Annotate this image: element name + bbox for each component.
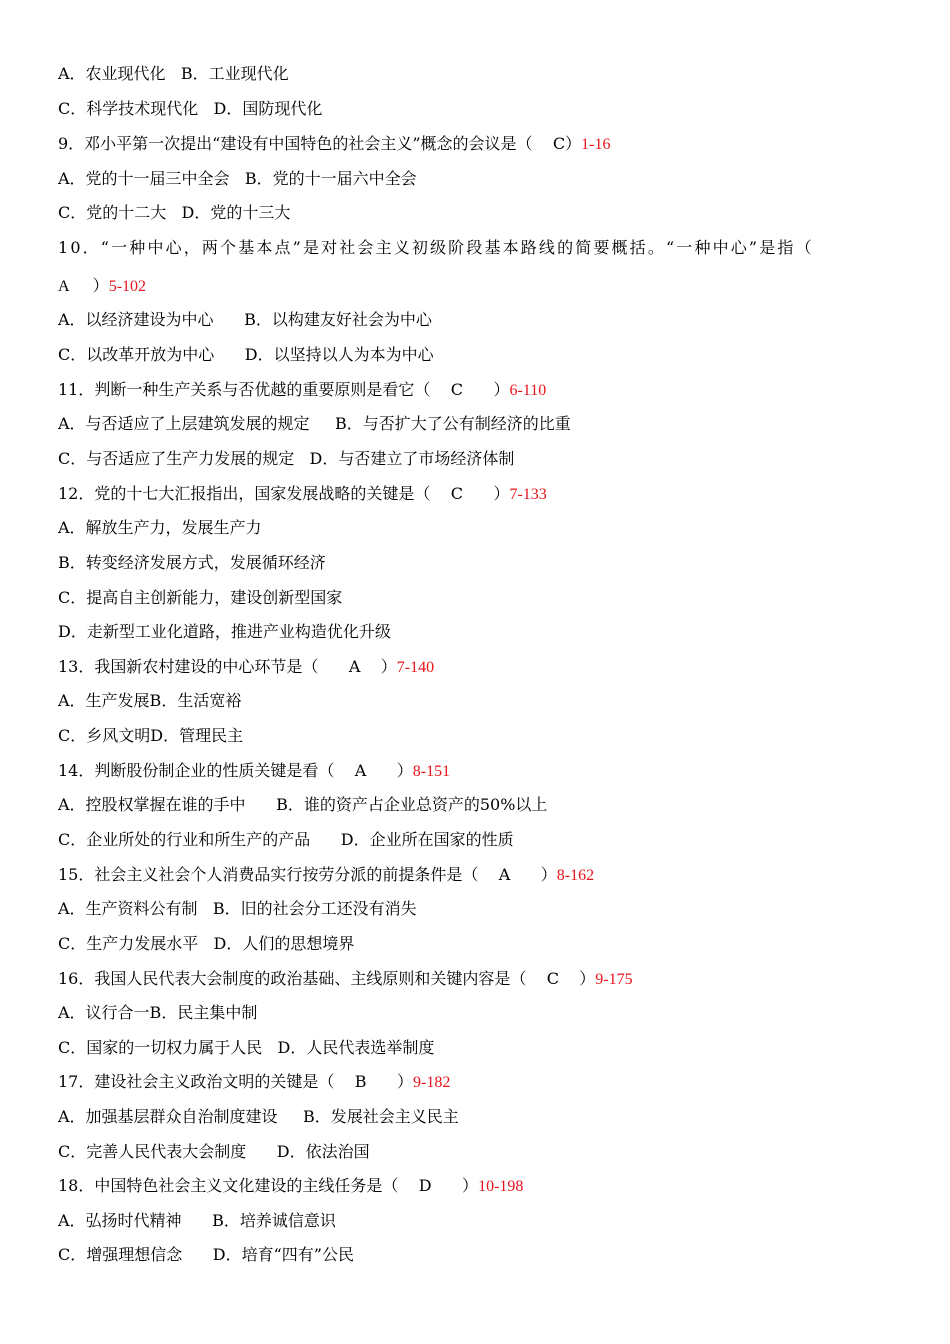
option-line: C．党的十二大 D．党的十三大 bbox=[58, 203, 291, 222]
question-10: 10．“一种中心，两个基本点”是对社会主义初级阶段基本路线的简要概括。“一种中心”是指（ bbox=[58, 238, 814, 257]
question-11: 11．判断一种生产关系与否优越的重要原则是看它（ C ）6-110 bbox=[58, 380, 547, 399]
option-line: A．党的十一届三中全会 B．党的十一届六中全会 bbox=[58, 169, 417, 188]
option-line: B．转变经济发展方式，发展循环经济 bbox=[58, 553, 326, 572]
page-reference: 5-102 bbox=[108, 278, 147, 295]
question-10-answer: A ）5-102 bbox=[58, 278, 147, 295]
question-18: 18．中国特色社会主义文化建设的主线任务是（ D ）10-198 bbox=[58, 1176, 524, 1195]
option-line: A．解放生产力，发展生产力 bbox=[58, 518, 262, 537]
option-line: A．弘扬时代精神 B．培养诚信意识 bbox=[58, 1211, 336, 1230]
option-line: C．提高自主创新能力，建设创新型国家 bbox=[58, 588, 343, 607]
option-line: A．议行合一B．民主集中制 bbox=[58, 1003, 258, 1022]
question-12: 12．党的十七大汇报指出，国家发展战略的关键是（ C ）7-133 bbox=[58, 484, 547, 503]
page-reference: 9-182 bbox=[412, 1074, 451, 1091]
option-line: C．乡风文明D．管理民主 bbox=[58, 726, 244, 745]
option-line: C．生产力发展水平 D．人们的思想境界 bbox=[58, 934, 355, 953]
option-line: C．增强理想信念 D．培育“四有”公民 bbox=[58, 1245, 354, 1264]
question-13: 13．我国新农村建设的中心环节是（ A ）7-140 bbox=[58, 657, 435, 676]
option-line: A．生产发展B．生活宽裕 bbox=[58, 691, 242, 710]
option-line: C．科学技术现代化 D．国防现代化 bbox=[58, 99, 323, 118]
question-16: 16．我国人民代表大会制度的政治基础、主线原则和关键内容是（ C ）9-175 bbox=[58, 969, 633, 988]
question-15: 15．社会主义社会个人消费品实行按劳分派的前提条件是（ A ）8-162 bbox=[58, 865, 595, 884]
option-line: A．与否适应了上层建筑发展的规定 B．与否扩大了公有制经济的比重 bbox=[58, 414, 571, 433]
option-line: A．控股权掌握在谁的手中 B．谁的资产占企业总资产的50%以上 bbox=[58, 795, 548, 814]
page-reference: 10-198 bbox=[478, 1178, 524, 1195]
option-line: C．与否适应了生产力发展的规定 D．与否建立了市场经济体制 bbox=[58, 449, 515, 468]
question-17: 17．建设社会主义政治文明的关键是（ B ）9-182 bbox=[58, 1072, 451, 1091]
page-reference: 1-16 bbox=[581, 136, 611, 153]
option-line: A．生产资料公有制 B．旧的社会分工还没有消失 bbox=[58, 899, 417, 918]
option-line: C．完善人民代表大会制度 D．依法治国 bbox=[58, 1142, 370, 1161]
option-line: D．走新型工业化道路，推进产业构造优化升级 bbox=[58, 622, 391, 641]
page-reference: 8-151 bbox=[412, 763, 451, 780]
page-reference: 9-175 bbox=[595, 971, 633, 988]
option-line: C．企业所处的行业和所生产的产品 D．企业所在国家的性质 bbox=[58, 830, 514, 849]
question-14: 14．判断股份制企业的性质关键是看（ A ）8-151 bbox=[58, 761, 451, 780]
page-reference: 8-162 bbox=[556, 867, 595, 884]
option-line: A．农业现代化 B．工业现代化 bbox=[58, 64, 289, 83]
option-line: C．国家的一切权力属于人民 D．人民代表选举制度 bbox=[58, 1038, 435, 1057]
page-reference: 6-110 bbox=[509, 382, 547, 399]
option-line: A．以经济建设为中心 B．以构建友好社会为中心 bbox=[58, 310, 432, 329]
option-line: A．加强基层群众自治制度建设 B．发展社会主义民主 bbox=[58, 1107, 459, 1126]
page-reference: 7-140 bbox=[396, 659, 435, 676]
option-line: C．以改革开放为中心 D．以坚持以人为本为中心 bbox=[58, 345, 434, 364]
page-reference: 7-133 bbox=[509, 486, 547, 503]
question-9: 9．邓小平第一次提出“建设有中国特色的社会主义”概念的会议是（ C）1-16 bbox=[58, 134, 611, 153]
